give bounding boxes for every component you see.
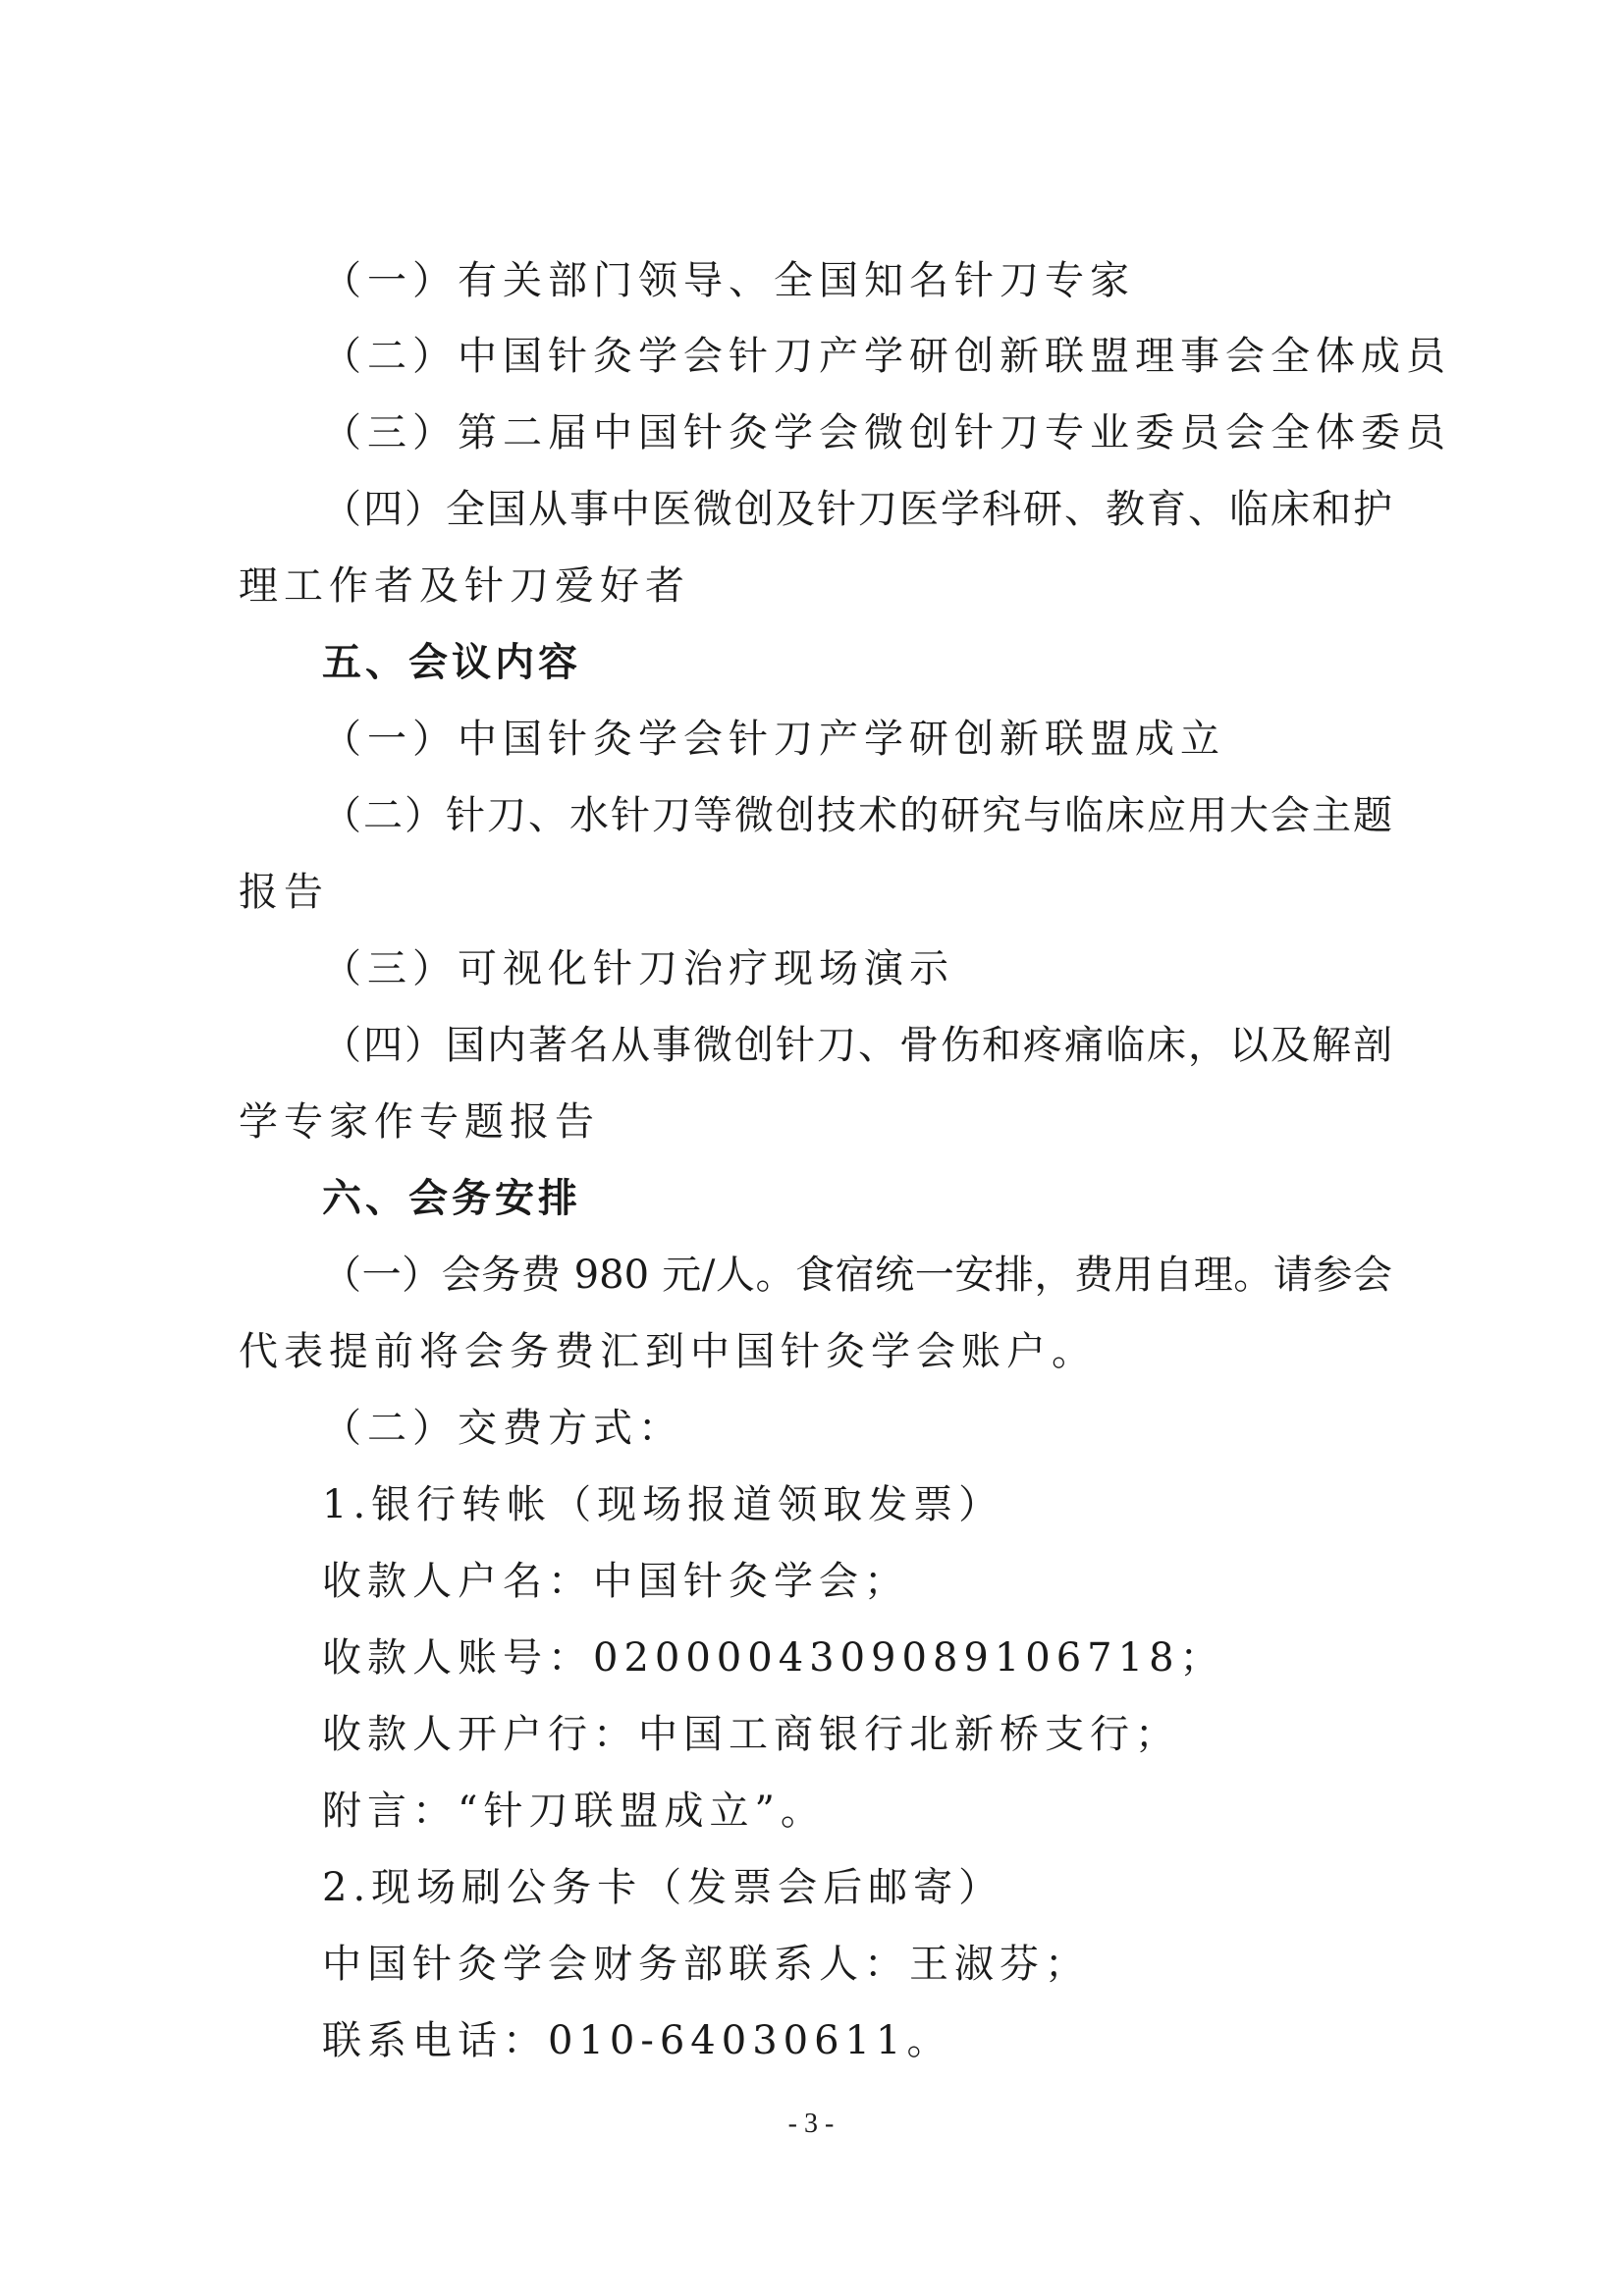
- content-item-4-continued: 学专家作专题报告: [239, 1099, 600, 1145]
- content-item-2: （二）针刀、水针刀等微创技术的研究与临床应用大会主题: [322, 793, 1392, 838]
- arrangement-fee-line: （一）会务费 980 元/人。食宿统一安排，费用自理。请参会: [322, 1253, 1392, 1298]
- card-payment-line: 2.现场刷公务卡（发票会后邮寄）: [322, 1865, 1004, 1910]
- arrangement-fee-line-continued: 代表提前将会务费汇到中国针灸学会账户。: [239, 1329, 1097, 1374]
- payee-bank-line: 收款人开户行：中国工商银行北新桥支行；: [322, 1712, 1180, 1757]
- participant-line-2: （二）中国针灸学会针刀产学研创新联盟理事会全体成员: [322, 334, 1451, 379]
- payment-note-line: 附言：“针刀联盟成立”。: [322, 1789, 826, 1834]
- participant-line-1: （一）有关部门领导、全国知名针刀专家: [322, 258, 1135, 303]
- section-heading-meeting-content: 五、会议内容: [322, 640, 581, 685]
- content-item-4: （四）国内著名从事微创针刀、骨伤和疼痛临床，以及解剖: [322, 1023, 1392, 1068]
- participant-line-4: （四）全国从事中医微创及针刀医学科研、教育、临床和护: [322, 487, 1392, 532]
- section-heading-arrangements: 六、会务安排: [322, 1176, 581, 1221]
- content-item-2-continued: 报告: [239, 870, 329, 915]
- participant-line-5: 理工作者及针刀爱好者: [239, 563, 690, 609]
- payee-name-line: 收款人户名：中国针灸学会；: [322, 1559, 909, 1604]
- content-item-1: （一）中国针灸学会针刀产学研创新联盟成立: [322, 717, 1225, 762]
- finance-contact-line: 中国针灸学会财务部联系人：王淑芬；: [322, 1942, 1090, 1987]
- payee-account-line: 收款人账号：0200004309089106718；: [322, 1635, 1225, 1681]
- payment-method-label: （二）交费方式：: [322, 1406, 683, 1451]
- page-number: - 3 -: [787, 2109, 835, 2139]
- content-item-3: （三）可视化针刀治疗现场演示: [322, 946, 954, 991]
- bank-transfer-line: 1.银行转帐（现场报道领取发票）: [322, 1482, 1004, 1527]
- participant-line-3: （三）第二届中国针灸学会微创针刀专业委员会全体委员: [322, 410, 1451, 455]
- contact-phone-line: 联系电话：010-64030611。: [322, 2018, 952, 2063]
